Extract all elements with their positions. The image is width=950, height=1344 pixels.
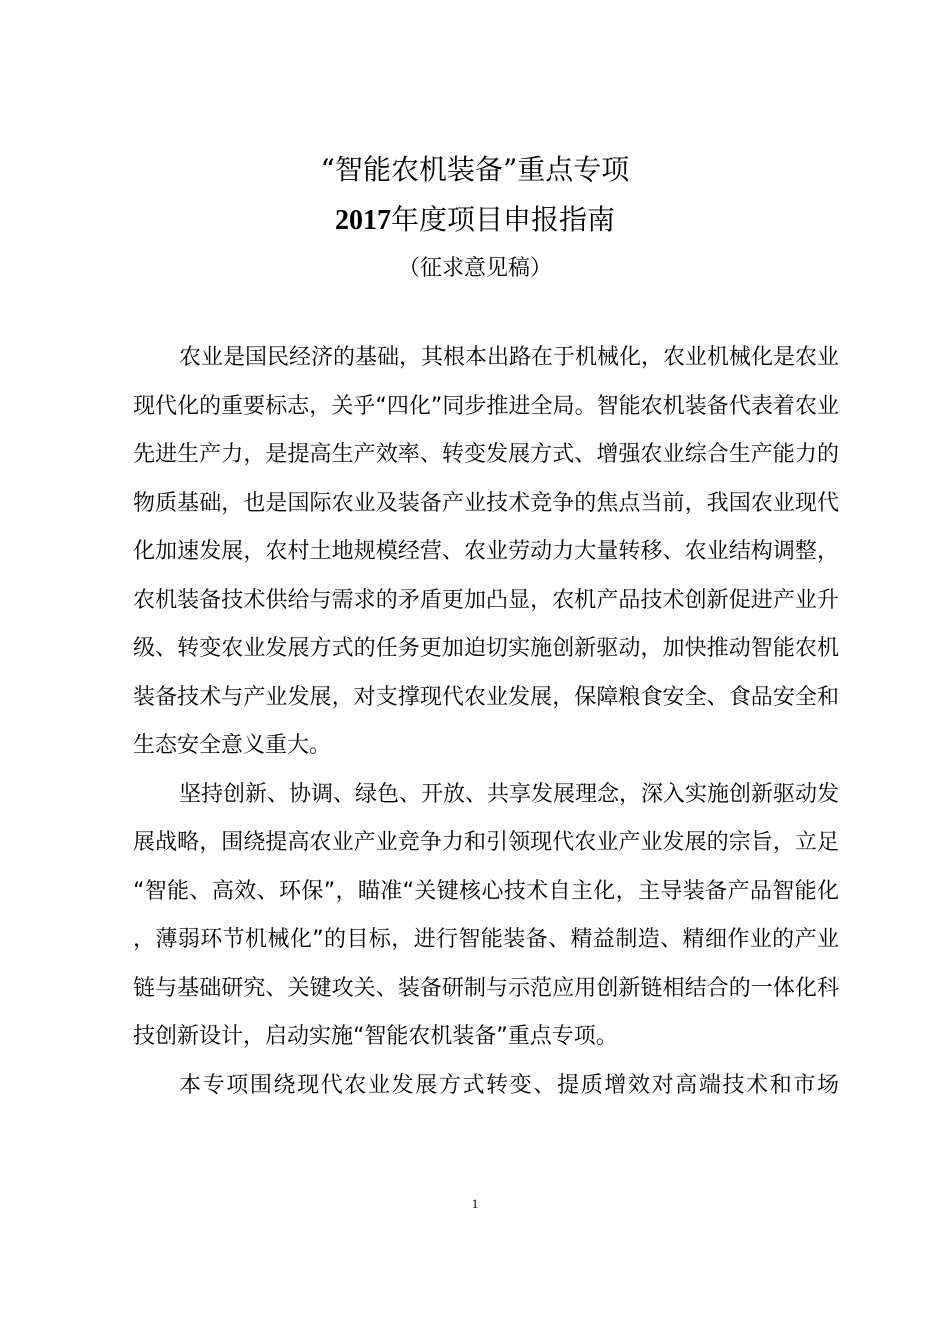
document-title-line-2 (0, 200, 950, 241)
body-paragraph-3: 本专项围绕现代农业发展方式转变、提质增效对高端技术和市场 (179, 1072, 839, 1098)
document-body (133, 334, 839, 1110)
document-title-year: 2017 (334, 205, 391, 236)
document-title-line-1: “智能农机装备”重点专项 (320, 153, 630, 186)
document-subtitle: （征求意见稿） (397, 256, 552, 281)
body-paragraph-2: 坚持创新、协调、绿色、开放、共享发展理念，深入实施创新驱动发展战略，围绕提高农业产业竞争力和引领现代农业产业发展的宗旨，立足“智能、高效、环保”，瞄准“关键核心技术自主化，主导装备产品智能化，薄弱环节机械化”的目标，进行智能装备、精益制造、精细作业的产业链与基础研究、关键攻关、装备研制与示范应用创新链相结合的一体化科技创新设计，启动实施“智能农机装备”重点专项。 (133, 781, 840, 1049)
body-paragraph-1: 农业是国民经济的基础，其根本出路在于机械化，农业机械化是农业现代化的重要标志，关乎“四化”同步推进全局。智能农机装备代表着农业先进生产力，是提高生产效率、转变发展方式、增强农业综合生产能力的物质基础，也是国际农业及装备产业技术竞争的焦点当前，我国农业现代化加速发展，农村土地规模经营、农业劳动力大量转移、农业结构调整，农机装备技术供给与需求的矛盾更加凸显，农机产品技术创新促进产业升级、转变农业发展方式的任务更加迫切实施创新驱动，加快推动智能农机装备技术与产业发展，对支撑现代农业发展，保障粮食安全、食品安全和生态安全意义重大。 (133, 345, 840, 758)
document-title-line-2-text: 年度项目申报指南 (390, 203, 615, 236)
page-number: 1 (471, 1196, 479, 1211)
